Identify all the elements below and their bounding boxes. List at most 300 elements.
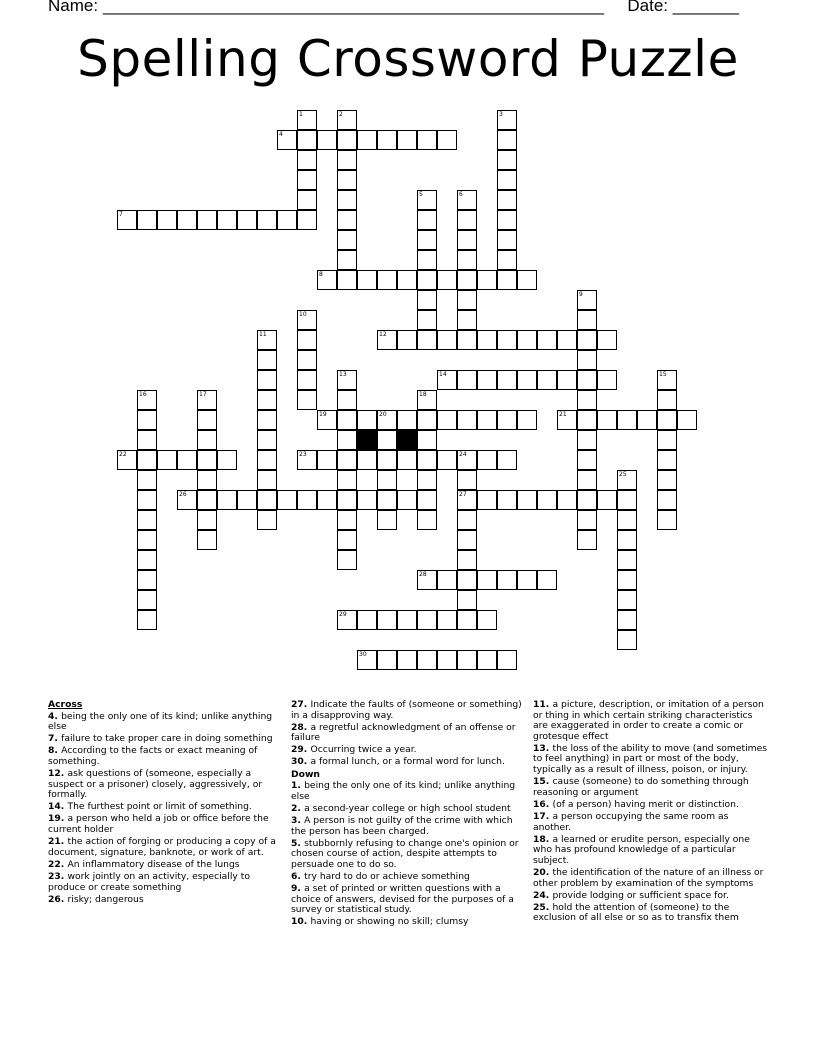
grid-cell[interactable] <box>417 250 437 270</box>
grid-cell[interactable] <box>157 210 177 230</box>
grid-cell[interactable] <box>417 230 437 250</box>
clue-number-label: 12. <box>48 768 68 780</box>
grid-cell[interactable] <box>557 410 577 430</box>
grid-cell[interactable] <box>337 150 357 170</box>
grid-cell[interactable] <box>437 450 457 470</box>
grid-cell[interactable] <box>137 450 157 470</box>
grid-cell[interactable] <box>197 450 217 470</box>
grid-cell[interactable] <box>517 330 537 350</box>
grid-cell[interactable] <box>397 650 417 670</box>
grid-cell[interactable] <box>197 510 217 530</box>
grid-cell[interactable] <box>437 270 457 290</box>
grid-cell[interactable] <box>457 610 477 630</box>
grid-cell[interactable] <box>437 370 457 390</box>
grid-cell[interactable] <box>497 370 517 390</box>
grid-cell[interactable] <box>557 490 577 510</box>
grid-cell[interactable] <box>437 330 457 350</box>
grid-cell[interactable] <box>497 570 517 590</box>
grid-cell[interactable] <box>297 310 317 330</box>
grid-cell[interactable] <box>357 270 377 290</box>
black-cell <box>397 430 417 450</box>
grid-cell[interactable] <box>357 610 377 630</box>
clue-number: 20 <box>379 411 387 418</box>
grid-cell[interactable] <box>517 270 537 290</box>
clue-number: 21 <box>559 411 567 418</box>
clue-across-a-7 <box>48 860 280 871</box>
grid-cell[interactable] <box>617 530 637 550</box>
clue-number-label: 20. <box>533 866 553 878</box>
across-heading: Across <box>48 699 83 710</box>
grid-cell[interactable] <box>417 570 437 590</box>
grid-cell[interactable] <box>477 270 497 290</box>
grid-cell[interactable] <box>337 550 357 570</box>
grid-cell[interactable] <box>477 410 497 430</box>
clue-number: 15 <box>659 371 667 378</box>
grid-cell[interactable] <box>417 470 437 490</box>
grid-cell[interactable] <box>317 490 337 510</box>
grid-cell[interactable] <box>257 350 277 370</box>
grid-cell[interactable] <box>537 570 557 590</box>
grid-cell[interactable] <box>337 450 357 470</box>
black-cell <box>357 430 377 450</box>
grid-cell[interactable] <box>197 210 217 230</box>
grid-cell[interactable] <box>377 450 397 470</box>
grid-cell[interactable] <box>337 370 357 390</box>
grid-cell[interactable] <box>297 110 317 130</box>
grid-cell[interactable] <box>337 390 357 410</box>
clue-text: work jointly on an activity, especially to produce or create something <box>48 870 250 893</box>
grid-cell[interactable] <box>617 410 637 430</box>
grid-cell[interactable] <box>357 650 377 670</box>
clue-number: 23 <box>299 451 307 458</box>
grid-cell[interactable] <box>417 290 437 310</box>
grid-cell[interactable] <box>237 490 257 510</box>
grid-cell[interactable] <box>577 410 597 430</box>
clue-down-b-4 <box>533 812 769 833</box>
grid-cell[interactable] <box>337 270 357 290</box>
grid-cell[interactable] <box>457 230 477 250</box>
grid-cell[interactable] <box>277 130 297 150</box>
clue-across-a-6 <box>48 837 280 858</box>
clue-text: ask questions of (someone, especially a suspect or a prisoner) closely, aggressively, or formally. <box>48 768 263 801</box>
grid-cell[interactable] <box>417 430 437 450</box>
grid-cell[interactable] <box>397 270 417 290</box>
grid-cell[interactable] <box>417 190 437 210</box>
grid-cell[interactable] <box>457 410 477 430</box>
clue-down-b-3 <box>533 800 769 811</box>
grid-cell[interactable] <box>417 650 437 670</box>
grid-cell[interactable] <box>497 190 517 210</box>
grid-cell[interactable] <box>137 570 157 590</box>
grid-cell[interactable] <box>377 130 397 150</box>
grid-cell[interactable] <box>377 330 397 350</box>
grid-cell[interactable] <box>657 390 677 410</box>
grid-cell[interactable] <box>317 270 337 290</box>
grid-cell[interactable] <box>617 490 637 510</box>
clue-across-a-8 <box>48 872 280 893</box>
grid-cell[interactable] <box>617 610 637 630</box>
grid-cell[interactable] <box>597 330 617 350</box>
grid-cell[interactable] <box>457 250 477 270</box>
grid-cell[interactable] <box>277 210 297 230</box>
clue-text: cause (someone) to do something through reasoning or argument <box>533 776 749 798</box>
clue-number-label: 15. <box>533 776 553 788</box>
grid-cell[interactable] <box>217 210 237 230</box>
grid-cell[interactable] <box>257 510 277 530</box>
clue-down-b-8 <box>533 903 769 924</box>
grid-cell[interactable] <box>457 470 477 490</box>
clue-number: 29 <box>339 611 347 618</box>
clues-column-1 <box>48 700 280 907</box>
grid-cell[interactable] <box>497 330 517 350</box>
grid-cell[interactable] <box>137 510 157 530</box>
clue-down-a-3 <box>291 839 523 871</box>
grid-cell[interactable] <box>677 410 697 430</box>
grid-cell[interactable] <box>137 530 157 550</box>
grid-cell[interactable] <box>497 450 517 470</box>
grid-cell[interactable] <box>357 410 377 430</box>
grid-cell[interactable] <box>137 610 157 630</box>
grid-cell[interactable] <box>657 450 677 470</box>
grid-cell[interactable] <box>537 370 557 390</box>
grid-cell[interactable] <box>417 270 437 290</box>
grid-cell[interactable] <box>517 370 537 390</box>
grid-cell[interactable] <box>337 170 357 190</box>
clue-number-label: 19. <box>48 813 68 825</box>
grid-cell[interactable] <box>417 210 437 230</box>
grid-cell[interactable] <box>297 370 317 390</box>
clue-number-label: 8. <box>48 745 62 757</box>
grid-cell[interactable] <box>337 530 357 550</box>
grid-cell[interactable] <box>417 510 437 530</box>
grid-cell[interactable] <box>577 490 597 510</box>
grid-cell[interactable] <box>537 330 557 350</box>
grid-cell[interactable] <box>537 490 557 510</box>
grid-cell[interactable] <box>317 410 337 430</box>
grid-cell[interactable] <box>657 470 677 490</box>
grid-cell[interactable] <box>377 430 397 450</box>
clue-text: a person occupying the same room as another. <box>533 810 729 833</box>
grid-cell[interactable] <box>397 450 417 470</box>
grid-cell[interactable] <box>297 170 317 190</box>
grid-cell[interactable] <box>357 450 377 470</box>
clue-number: 13 <box>339 371 347 378</box>
clue-text: According to the facts or exact meaning of something. <box>48 745 258 767</box>
grid-cell[interactable] <box>177 490 197 510</box>
grid-cell[interactable] <box>497 490 517 510</box>
grid-cell[interactable] <box>657 370 677 390</box>
grid-cell[interactable] <box>337 510 357 530</box>
grid-cell[interactable] <box>297 130 317 150</box>
grid-cell[interactable] <box>417 490 437 510</box>
grid-cell[interactable] <box>637 410 657 430</box>
clue-number-label: 21. <box>48 836 68 848</box>
grid-cell[interactable] <box>197 470 217 490</box>
grid-cell[interactable] <box>397 610 417 630</box>
grid-cell[interactable] <box>457 290 477 310</box>
grid-cell[interactable] <box>257 410 277 430</box>
grid-cell[interactable] <box>497 410 517 430</box>
grid-cell[interactable] <box>137 490 157 510</box>
grid-cell[interactable] <box>497 170 517 190</box>
clue-number-label: 16. <box>533 798 553 810</box>
grid-cell[interactable] <box>137 590 157 610</box>
clue-text: (of a person) having merit or distinction. <box>552 798 739 810</box>
clue-number-label: 4. <box>48 710 62 722</box>
clue-across-a-2 <box>48 746 280 767</box>
grid-cell[interactable] <box>577 330 597 350</box>
grid-cell[interactable] <box>617 630 637 650</box>
clue-down-b-1 <box>533 744 769 776</box>
grid-cell[interactable] <box>197 430 217 450</box>
grid-cell[interactable] <box>157 450 177 470</box>
grid-cell[interactable] <box>477 450 497 470</box>
grid-cell[interactable] <box>477 370 497 390</box>
grid-cell[interactable] <box>577 390 597 410</box>
grid-cell[interactable] <box>477 490 497 510</box>
clue-across-a-0 <box>48 712 280 733</box>
grid-cell[interactable] <box>577 290 597 310</box>
clue-number: 6 <box>459 191 463 198</box>
grid-cell[interactable] <box>497 230 517 250</box>
clue-text: a second-year college or high school student <box>304 802 511 814</box>
grid-cell[interactable] <box>657 430 677 450</box>
grid-cell[interactable] <box>417 130 437 150</box>
grid-cell[interactable] <box>377 650 397 670</box>
grid-cell[interactable] <box>457 650 477 670</box>
grid-cell[interactable] <box>177 210 197 230</box>
grid-cell[interactable] <box>497 250 517 270</box>
grid-cell[interactable] <box>417 610 437 630</box>
grid-cell[interactable] <box>337 490 357 510</box>
grid-cell[interactable] <box>197 390 217 410</box>
grid-cell[interactable] <box>357 490 377 510</box>
grid-cell[interactable] <box>517 490 537 510</box>
grid-cell[interactable] <box>417 410 437 430</box>
grid-cell[interactable] <box>197 530 217 550</box>
grid-cell[interactable] <box>397 410 417 430</box>
grid-cell[interactable] <box>457 590 477 610</box>
grid-cell[interactable] <box>497 150 517 170</box>
clue-text: being the only one of its kind; unlike anything else <box>48 710 273 733</box>
grid-cell[interactable] <box>317 130 337 150</box>
clue-down-a-1 <box>291 804 523 815</box>
grid-cell[interactable] <box>437 610 457 630</box>
grid-cell[interactable] <box>497 210 517 230</box>
grid-cell[interactable] <box>617 550 637 570</box>
grid-cell[interactable] <box>477 650 497 670</box>
grid-cell[interactable] <box>377 410 397 430</box>
grid-cell[interactable] <box>257 390 277 410</box>
grid-cell[interactable] <box>617 470 637 490</box>
grid-cell[interactable] <box>137 410 157 430</box>
grid-cell[interactable] <box>337 130 357 150</box>
grid-cell[interactable] <box>377 510 397 530</box>
clue-number-label: 13. <box>533 742 553 754</box>
grid-cell[interactable] <box>137 390 157 410</box>
clue-text: hold the attention of (someone) to the exclusion of all else or so as to transfix them <box>533 901 739 924</box>
grid-cell[interactable] <box>117 210 137 230</box>
grid-cell[interactable] <box>257 490 277 510</box>
grid-cell[interactable] <box>457 490 477 510</box>
grid-cell[interactable] <box>577 470 597 490</box>
grid-cell[interactable] <box>237 210 257 230</box>
grid-cell[interactable] <box>337 210 357 230</box>
grid-cell[interactable] <box>457 190 477 210</box>
grid-cell[interactable] <box>557 370 577 390</box>
grid-cell[interactable] <box>337 610 357 630</box>
grid-cell[interactable] <box>297 210 317 230</box>
grid-cell[interactable] <box>297 190 317 210</box>
grid-cell[interactable] <box>577 430 597 450</box>
grid-cell[interactable] <box>377 610 397 630</box>
grid-cell[interactable] <box>577 450 597 470</box>
name-blank[interactable]: _____________________________________________________ <box>102 0 604 15</box>
grid-cell[interactable] <box>257 370 277 390</box>
grid-cell[interactable] <box>257 430 277 450</box>
grid-cell[interactable] <box>457 570 477 590</box>
clue-across-a-4 <box>48 802 280 813</box>
date-blank[interactable]: _______ <box>672 0 739 15</box>
grid-cell[interactable] <box>297 390 317 410</box>
grid-cell[interactable] <box>657 510 677 530</box>
grid-cell[interactable] <box>457 210 477 230</box>
grid-cell[interactable] <box>457 330 477 350</box>
grid-cell[interactable] <box>577 370 597 390</box>
grid-cell[interactable] <box>257 330 277 350</box>
grid-cell[interactable] <box>517 570 537 590</box>
grid-cell[interactable] <box>457 310 477 330</box>
grid-cell[interactable] <box>457 370 477 390</box>
grid-cell[interactable] <box>457 450 477 470</box>
grid-cell[interactable] <box>337 470 357 490</box>
clues-column-3 <box>533 700 769 925</box>
clue-number-label: 22. <box>48 858 68 870</box>
grid-cell[interactable] <box>337 110 357 130</box>
clue-down-a-0 <box>291 781 523 802</box>
grid-cell[interactable] <box>457 510 477 530</box>
grid-cell[interactable] <box>597 370 617 390</box>
grid-cell[interactable] <box>437 570 457 590</box>
clue-number-label: 17. <box>533 810 553 822</box>
clue-text: having or showing no skill; clumsy <box>310 916 469 928</box>
grid-cell[interactable] <box>457 550 477 570</box>
clue-text: a person who held a job or office before the current holder <box>48 813 269 836</box>
grid-cell[interactable] <box>397 330 417 350</box>
grid-cell[interactable] <box>117 450 137 470</box>
grid-cell[interactable] <box>337 230 357 250</box>
grid-cell[interactable] <box>137 470 157 490</box>
grid-cell[interactable] <box>617 510 637 530</box>
grid-cell[interactable] <box>297 350 317 370</box>
clue-number: 9 <box>579 291 583 298</box>
grid-cell[interactable] <box>257 470 277 490</box>
grid-cell[interactable] <box>297 330 317 350</box>
grid-cell[interactable] <box>617 590 637 610</box>
grid-cell[interactable] <box>217 450 237 470</box>
grid-cell[interactable] <box>217 490 237 510</box>
grid-cell[interactable] <box>457 530 477 550</box>
clue-number-label: 24. <box>533 889 553 901</box>
grid-cell[interactable] <box>297 450 317 470</box>
grid-cell[interactable] <box>297 490 317 510</box>
grid-cell[interactable] <box>337 410 357 430</box>
grid-cell[interactable] <box>137 430 157 450</box>
grid-cell[interactable] <box>597 410 617 430</box>
grid-cell[interactable] <box>377 470 397 490</box>
grid-cell[interactable] <box>197 410 217 430</box>
grid-cell[interactable] <box>417 450 437 470</box>
grid-cell[interactable] <box>557 330 577 350</box>
grid-cell[interactable] <box>577 510 597 530</box>
grid-cell[interactable] <box>617 570 637 590</box>
grid-cell[interactable] <box>357 130 377 150</box>
grid-cell[interactable] <box>437 650 457 670</box>
clue-text: risky; dangerous <box>67 893 144 905</box>
grid-cell[interactable] <box>437 410 457 430</box>
grid-cell[interactable] <box>377 270 397 290</box>
grid-cell[interactable] <box>497 270 517 290</box>
grid-cell[interactable] <box>657 490 677 510</box>
clue-text: stubbornly refusing to change one's opinion or chosen course of action, despite attempts to persuade one to do so. <box>291 837 519 870</box>
grid-cell[interactable] <box>337 190 357 210</box>
grid-cell[interactable] <box>137 550 157 570</box>
grid-cell[interactable] <box>477 570 497 590</box>
clues-column-2 <box>291 700 523 929</box>
grid-cell[interactable] <box>417 330 437 350</box>
grid-cell[interactable] <box>497 650 517 670</box>
grid-cell[interactable] <box>177 450 197 470</box>
clue-text: a regretful acknowledgment of an offense or failure <box>291 721 516 744</box>
grid-cell[interactable] <box>257 450 277 470</box>
grid-cell[interactable] <box>497 130 517 150</box>
grid-cell[interactable] <box>397 130 417 150</box>
grid-cell[interactable] <box>337 430 357 450</box>
grid-cell[interactable] <box>257 210 277 230</box>
grid-cell[interactable] <box>437 130 457 150</box>
grid-cell[interactable] <box>417 310 437 330</box>
grid-cell[interactable] <box>297 150 317 170</box>
grid-cell[interactable] <box>277 490 297 510</box>
grid-cell[interactable] <box>397 490 417 510</box>
crossword-grid[interactable] <box>117 110 699 658</box>
clue-text: a formal lunch, or a formal word for lunch. <box>310 756 505 768</box>
grid-cell[interactable] <box>597 490 617 510</box>
grid-cell[interactable] <box>577 310 597 330</box>
clue-number: 3 <box>499 111 503 118</box>
grid-cell[interactable] <box>417 390 437 410</box>
clue-down-b-2 <box>533 777 769 798</box>
grid-cell[interactable] <box>457 270 477 290</box>
grid-cell[interactable] <box>497 110 517 130</box>
clue-number: 22 <box>119 451 127 458</box>
clue-number: 24 <box>459 451 467 458</box>
grid-cell[interactable] <box>657 410 677 430</box>
grid-cell[interactable] <box>477 330 497 350</box>
grid-cell[interactable] <box>317 450 337 470</box>
grid-cell[interactable] <box>337 250 357 270</box>
grid-cell[interactable] <box>197 490 217 510</box>
clue-number: 19 <box>319 411 327 418</box>
clue-across-a-9 <box>48 895 280 906</box>
grid-cell[interactable] <box>577 530 597 550</box>
grid-cell[interactable] <box>137 210 157 230</box>
grid-cell[interactable] <box>377 490 397 510</box>
clue-across-a-3 <box>48 769 280 801</box>
grid-cell[interactable] <box>477 610 497 630</box>
grid-cell[interactable] <box>517 410 537 430</box>
grid-cell[interactable] <box>577 350 597 370</box>
